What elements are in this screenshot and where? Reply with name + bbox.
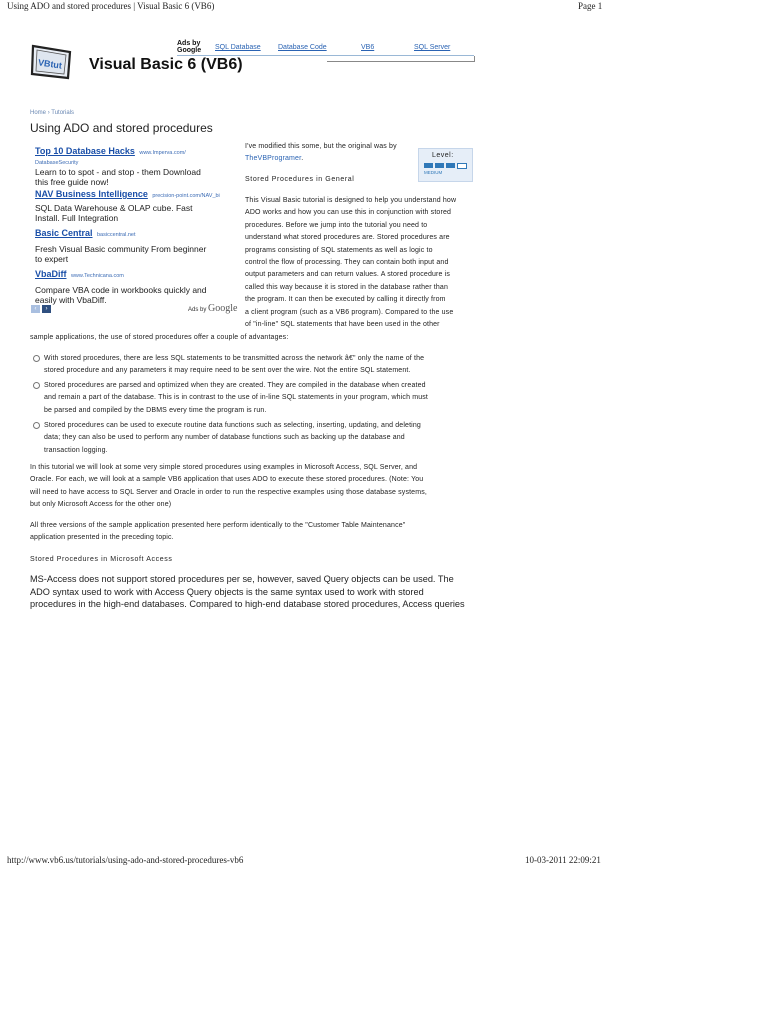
text-line: stored procedure and any parameters it may require need to be sent over the wire. Not the entire SQL statement. [44,367,411,375]
ads-next-button[interactable] [42,305,51,313]
ad-desc-line: Learn to to spot - and stop - them Download [35,167,201,177]
text-line: ADO works and how you can use this in conjunction with stored [245,209,452,217]
ad-desc-line: to expert [35,254,69,264]
text-line: called this way because it is stored in the database rather than [245,283,448,291]
ad-desc-line: Install. Full Integration [35,213,119,223]
sponsored-ad-3[interactable] [35,223,235,264]
breadcrumb-tutorials[interactable]: Tutorials [51,110,75,116]
print-header-title: Using ADO and stored procedures | Visual Basic 6 (VB6) [7,1,215,11]
bullet-circle-icon [33,422,40,429]
paragraph-ms-access [30,573,465,611]
ads-link-vb6[interactable]: VB6 [361,44,375,51]
text-line: In this tutorial we will look at some very simple stored procedures using examples in Microsoft Access, SQL Server, and [30,464,418,471]
text-line: and remain a part of the database. This is in contrast to the use of in-line SQL statements in your program, which must [44,394,428,402]
text-line: a client program (such as a VB6 program). Compared to the use [245,308,454,316]
ad-title[interactable]: Top 10 Database Hacks [35,146,135,156]
ad-desc-line: Compare VBA code in workbooks quickly and [35,285,207,295]
text-line: This Visual Basic tutorial is designed to help you understand how [245,197,457,204]
ads-by-text: Ads by [177,40,201,47]
site-logo[interactable] [30,44,76,82]
paragraph-stored-procedures-intro [245,195,477,331]
bullet-circle-icon [33,355,40,362]
level-bar-segment [446,163,455,168]
paragraph-tutorial-overview [30,462,427,512]
ad-url[interactable]: precision-point.com/NAV_bi [152,193,220,199]
text-line: Stored procedures can be used to execute routine data functions such as selecting, inserting, updating, and deleting [44,422,421,429]
ads-link-database-code[interactable]: Database Code [278,44,327,51]
list-item [44,380,428,417]
ads-by-text: Ads by [188,307,207,313]
text-line: of "in-line" SQL statements that have been used in the other [245,321,440,329]
text-line: but only Microsoft Access for the other one) [30,501,172,509]
section-heading-general: Stored Procedures in General [245,176,355,183]
breadcrumb-home[interactable]: Home [30,110,47,116]
text-line: programs consisting of SQL statements as well as logic to [245,246,433,254]
text-line: application presented in the preceding topic. [30,534,174,542]
text-line: All three versions of the sample application presented here perform identically to the "Customer Table Maintenance" [30,522,406,529]
intro-author-line [245,153,303,165]
level-bar-segment-empty [457,163,467,169]
text-line: sample applications, the use of stored procedures offer a couple of advantages: [30,334,289,341]
ads-link-sql-server[interactable]: SQL Server [414,44,451,51]
ad-desc-line: easily with VbaDiff. [35,295,107,305]
ads-bar-divider [327,56,475,62]
monitor-logo-icon [30,44,76,82]
logo-text: VBtut [37,57,63,71]
ads-link-sql-database[interactable]: SQL Database [215,44,261,51]
print-footer-url: http://www.vb6.us/tutorials/using-ado-and-stored-procedures-vb6 [7,855,244,865]
breadcrumb [30,110,74,116]
intro-text: I've modified this some, but the original was by [245,143,397,150]
level-value: MEDIUM [424,170,443,175]
google-text: Google [177,47,202,54]
print-header-page: Page 1 [578,1,603,11]
ad-url[interactable]: www.Imperva.com/ [139,150,186,156]
text-line: With stored procedures, there are less SQL statements to be transmitted across the network â€" only the name of the [44,355,425,362]
ads-by-google-footer[interactable] [188,303,237,314]
sponsored-ad-4[interactable] [35,264,235,305]
site-title[interactable]: Visual Basic 6 (VB6) [89,56,243,73]
level-bar-segment [435,163,444,168]
ads-by-google-label [177,40,201,54]
ad-desc-line: SQL Data Warehouse & OLAP cube. Fast [35,203,193,213]
ad-url-continued[interactable]: DatabaseSecurity [35,160,79,166]
bullet-circle-icon [33,382,40,389]
ad-title[interactable]: Basic Central [35,228,93,238]
level-label: Level: [432,152,454,159]
text-line: procedures in the high-end databases. Compared to high-end database stored procedures, Access queries [30,599,465,609]
ads-prev-button[interactable] [31,305,40,313]
text-line: Stored procedures are parsed and optimized when they are created. They are compiled in the database when created [44,382,426,389]
text-line: transaction logging. [44,446,108,454]
google-logo-text: Google [208,303,238,314]
breadcrumb-separator: › [47,110,50,116]
list-item [44,420,421,457]
sponsored-ad-2[interactable] [35,184,235,223]
ad-url[interactable]: www.Technicana.com [70,273,124,279]
text-line: will need to have access to SQL Server and Oracle in order to run the respective examples using those database systems, [30,488,427,496]
text-line: control the flow of processing. They can contain both input and [245,259,449,267]
list-item [44,353,424,378]
sponsored-ad-1[interactable] [35,141,235,187]
section-heading-access: Stored Procedures in Microsoft Access [30,556,173,563]
text-line: the program. It can then be executed by calling it directly from [245,296,446,304]
text-line: be parsed and compiled by the DBMS every time the program is run. [44,406,267,414]
author-suffix: . [301,155,304,162]
ad-title[interactable]: NAV Business Intelligence [35,189,148,199]
chevron-right-icon: › [45,306,48,312]
page-title: Using ADO and stored procedures [30,121,213,135]
level-bar-segment [424,163,433,168]
author-link[interactable]: TheVBProgramer [245,155,302,162]
ad-url[interactable]: basiccentral.net [96,232,136,238]
text-line: data; they can also be used to perform any number of database functions such as backing up the database and [44,434,405,442]
print-footer-timestamp: 10-03-2011 22:09:21 [525,855,601,865]
ad-desc-line: Fresh Visual Basic community From beginner [35,244,207,254]
ad-desc-line: this free guide now! [35,177,109,187]
text-line: ADO syntax used to work with Access Query objects is the same syntax used to work with stored [30,586,424,597]
text-line: output parameters and can return values. A stored procedure is [245,271,451,279]
text-line: Oracle. For each, we will look at a sample VB6 application that uses ADO to execute these stored procedures. (Note: You [30,476,424,484]
text-line: understand what stored procedures are. Stored procedures are [245,234,450,242]
chevron-left-icon: ‹ [34,306,37,312]
text-line: procedures. Before we jump into the tutorial you need to [245,221,428,229]
paragraph-sample-application [30,520,405,545]
ad-title[interactable]: VbaDiff [35,269,67,279]
text-line: MS-Access does not support stored procedures per se, however, saved Query objects can be used. The [30,574,454,584]
